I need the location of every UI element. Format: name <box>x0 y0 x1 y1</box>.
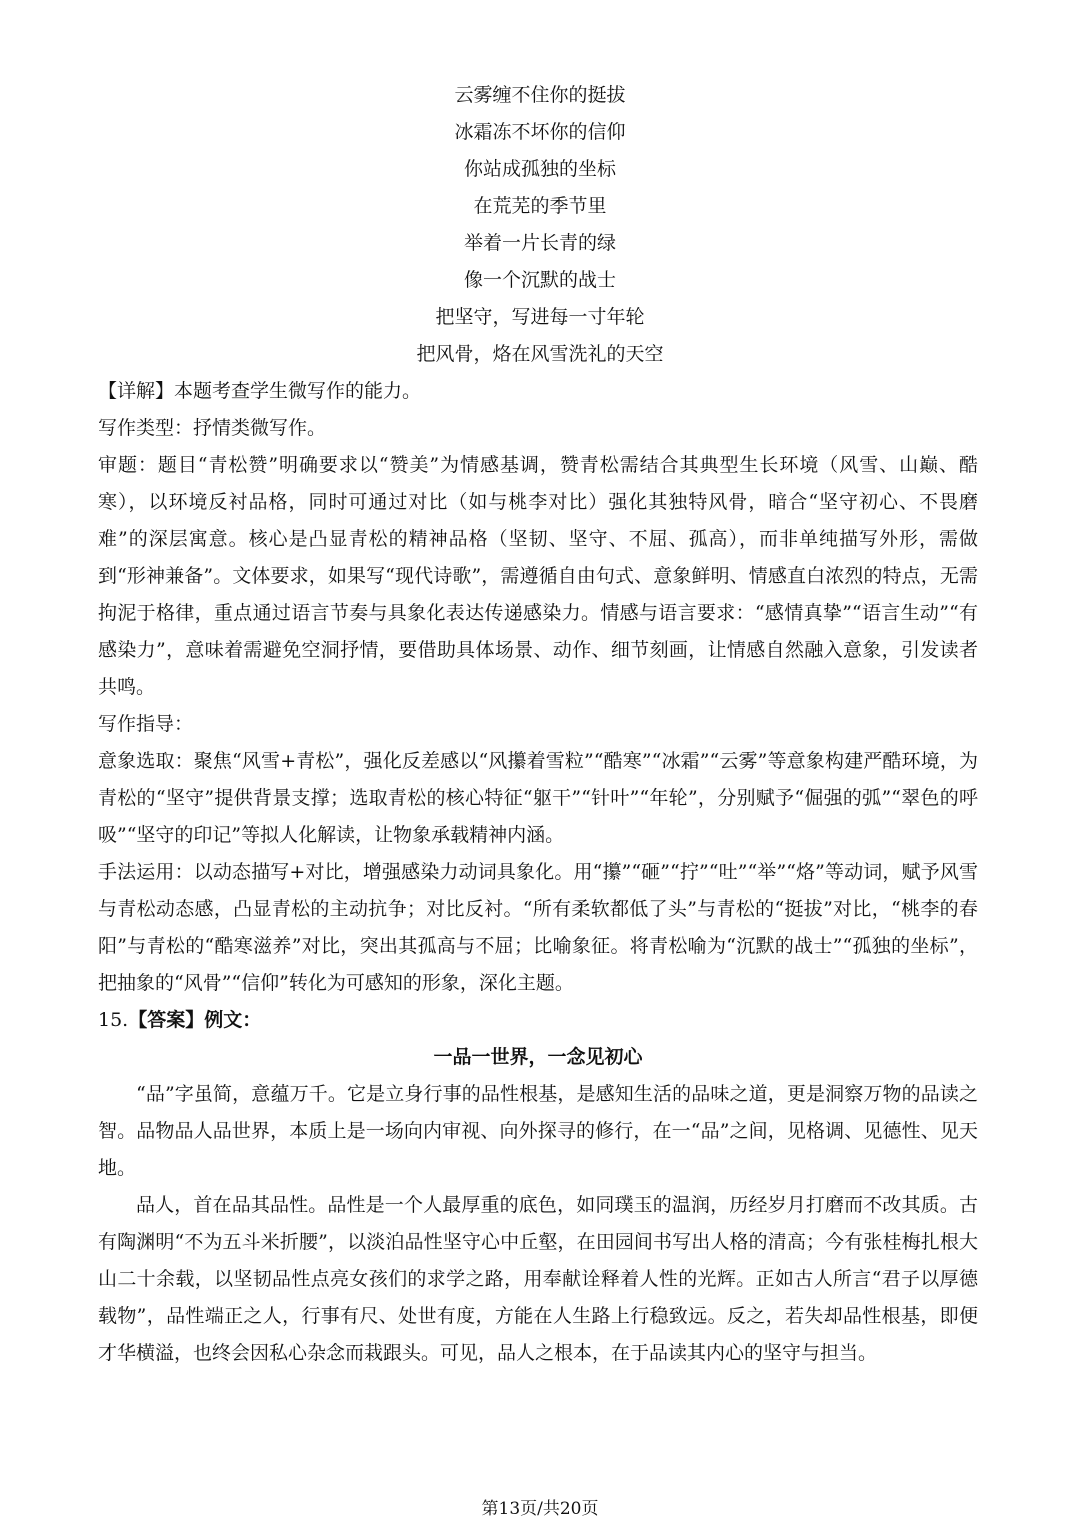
answer-label: 【答案】例文： <box>128 1009 262 1031</box>
detail-line: 【详解】本题考查学生微写作的能力。 <box>98 380 422 402</box>
poem-line: 像一个沉默的战士 <box>463 269 616 291</box>
poem-line: 你站成孤独的坐标 <box>463 158 616 180</box>
poem-block <box>0 77 1080 373</box>
poem-line: 把风骨，烙在风雪洗礼的天空 <box>416 343 664 365</box>
page-number: 第13页/共20页 <box>481 1499 599 1519</box>
question-number: 15. <box>98 1009 129 1031</box>
analysis-paragraph: 审题：题目“青松赞”明确要求以“赞美”为情感基调，赞青松需结合其典型生长环境（风雪、山巅、酷寒），以环境反衬品格，同时可通过对比（如与桃李对比）强化其独特风骨，暗合“坚守初心、不畏磨难”的深层寓意。核心是凸显青松的精神品格（坚韧、坚守、不屈、孤高），而非单纯描写外形，需做到“形神兼备”。文体要求，如果写“现代诗歌”，需遵循自由句式、意象鲜明、情感直白浓烈的特点，无需拘泥于格律，重点通过语言节奏与具象化表达传递感染力。情感与语言要求：“感情真挚”“语言生动”“有感染力”，意味着需避免空洞抒情，要借助具体场景、动作、细节刻画，让情感自然融入意象，引发读者共鸣。 <box>98 454 978 698</box>
essay-paragraph: 品人，首在品其品性。品性是一个人最厚重的底色，如同璞玉的温润，历经岁月打磨而不改其质。古有陶渊明“不为五斗米折腰”，以淡泊品性坚守心中丘壑，在田园间书写出人格的清高；今有张桂梅扎根大山二十余载，以坚韧品性点亮女孩们的求学之路，用奉献诠释着人性的光辉。正如古人所言“君子以厚德载物”，品性端正之人，行事有尺、处世有度，方能在人生路上行稳致远。反之，若失却品性根基，即便才华横溢，也终会因私心杂念而栽跟头。可见，品人之根本，在于品读其内心的坚守与担当。 <box>98 1194 978 1364</box>
poem-line: 把坚守，写进每一寸年轮 <box>435 306 645 328</box>
poem-line: 冰霜冻不坏你的信仰 <box>454 121 626 143</box>
guide-heading: 写作指导： <box>98 713 194 735</box>
essay-title: 一品一世界，一念见初心 <box>433 1046 643 1068</box>
writing-type-line: 写作类型：抒情类微写作。 <box>98 417 327 439</box>
technique-paragraph: 手法运用：以动态描写+对比，增强感染力动词具象化。用“攥”“砸”“拧”“吐”“举”“烙”等动词，赋予风雪与青松动态感，凸显青松的主动抗争；对比反衬。“所有柔软都低了头”与青松的“挺拔”对比，“桃李的春阳”与青松的“酷寒滋养”对比，突出其孤高与不屈；比喻象征。将青松喻为“沉默的战士”“孤独的坐标”，把抽象的“风骨”“信仰”转化为可感知的形象，深化主题。 <box>98 861 978 994</box>
explanation-section <box>98 373 978 1372</box>
answer-heading <box>98 1002 978 1039</box>
poem-line: 举着一片长青的绿 <box>463 232 616 254</box>
poem-line: 云雾缠不住你的挺拔 <box>454 84 626 106</box>
imagery-paragraph: 意象选取：聚焦“风雪+青松”，强化反差感以“风攥着雪粒”“酷寒”“冰霜”“云雾”等意象构建严酷环境，为青松的“坚守”提供背景支撑；选取青松的核心特征“躯干”“针叶”“年轮”，分别赋予“倔强的弧”“翠色的呼吸”“坚守的印记”等拟人化解读，让物象承载精神内涵。 <box>98 750 978 846</box>
poem-line: 在荒芜的季节里 <box>473 195 607 217</box>
essay-paragraph: “品”字虽简，意蕴万千。它是立身行事的品性根基，是感知生活的品味之道，更是洞察万物的品读之智。品物品人品世界，本质上是一场向内审视、向外探寻的修行，在一“品”之间，见格调、见德性、见天地。 <box>98 1083 978 1179</box>
